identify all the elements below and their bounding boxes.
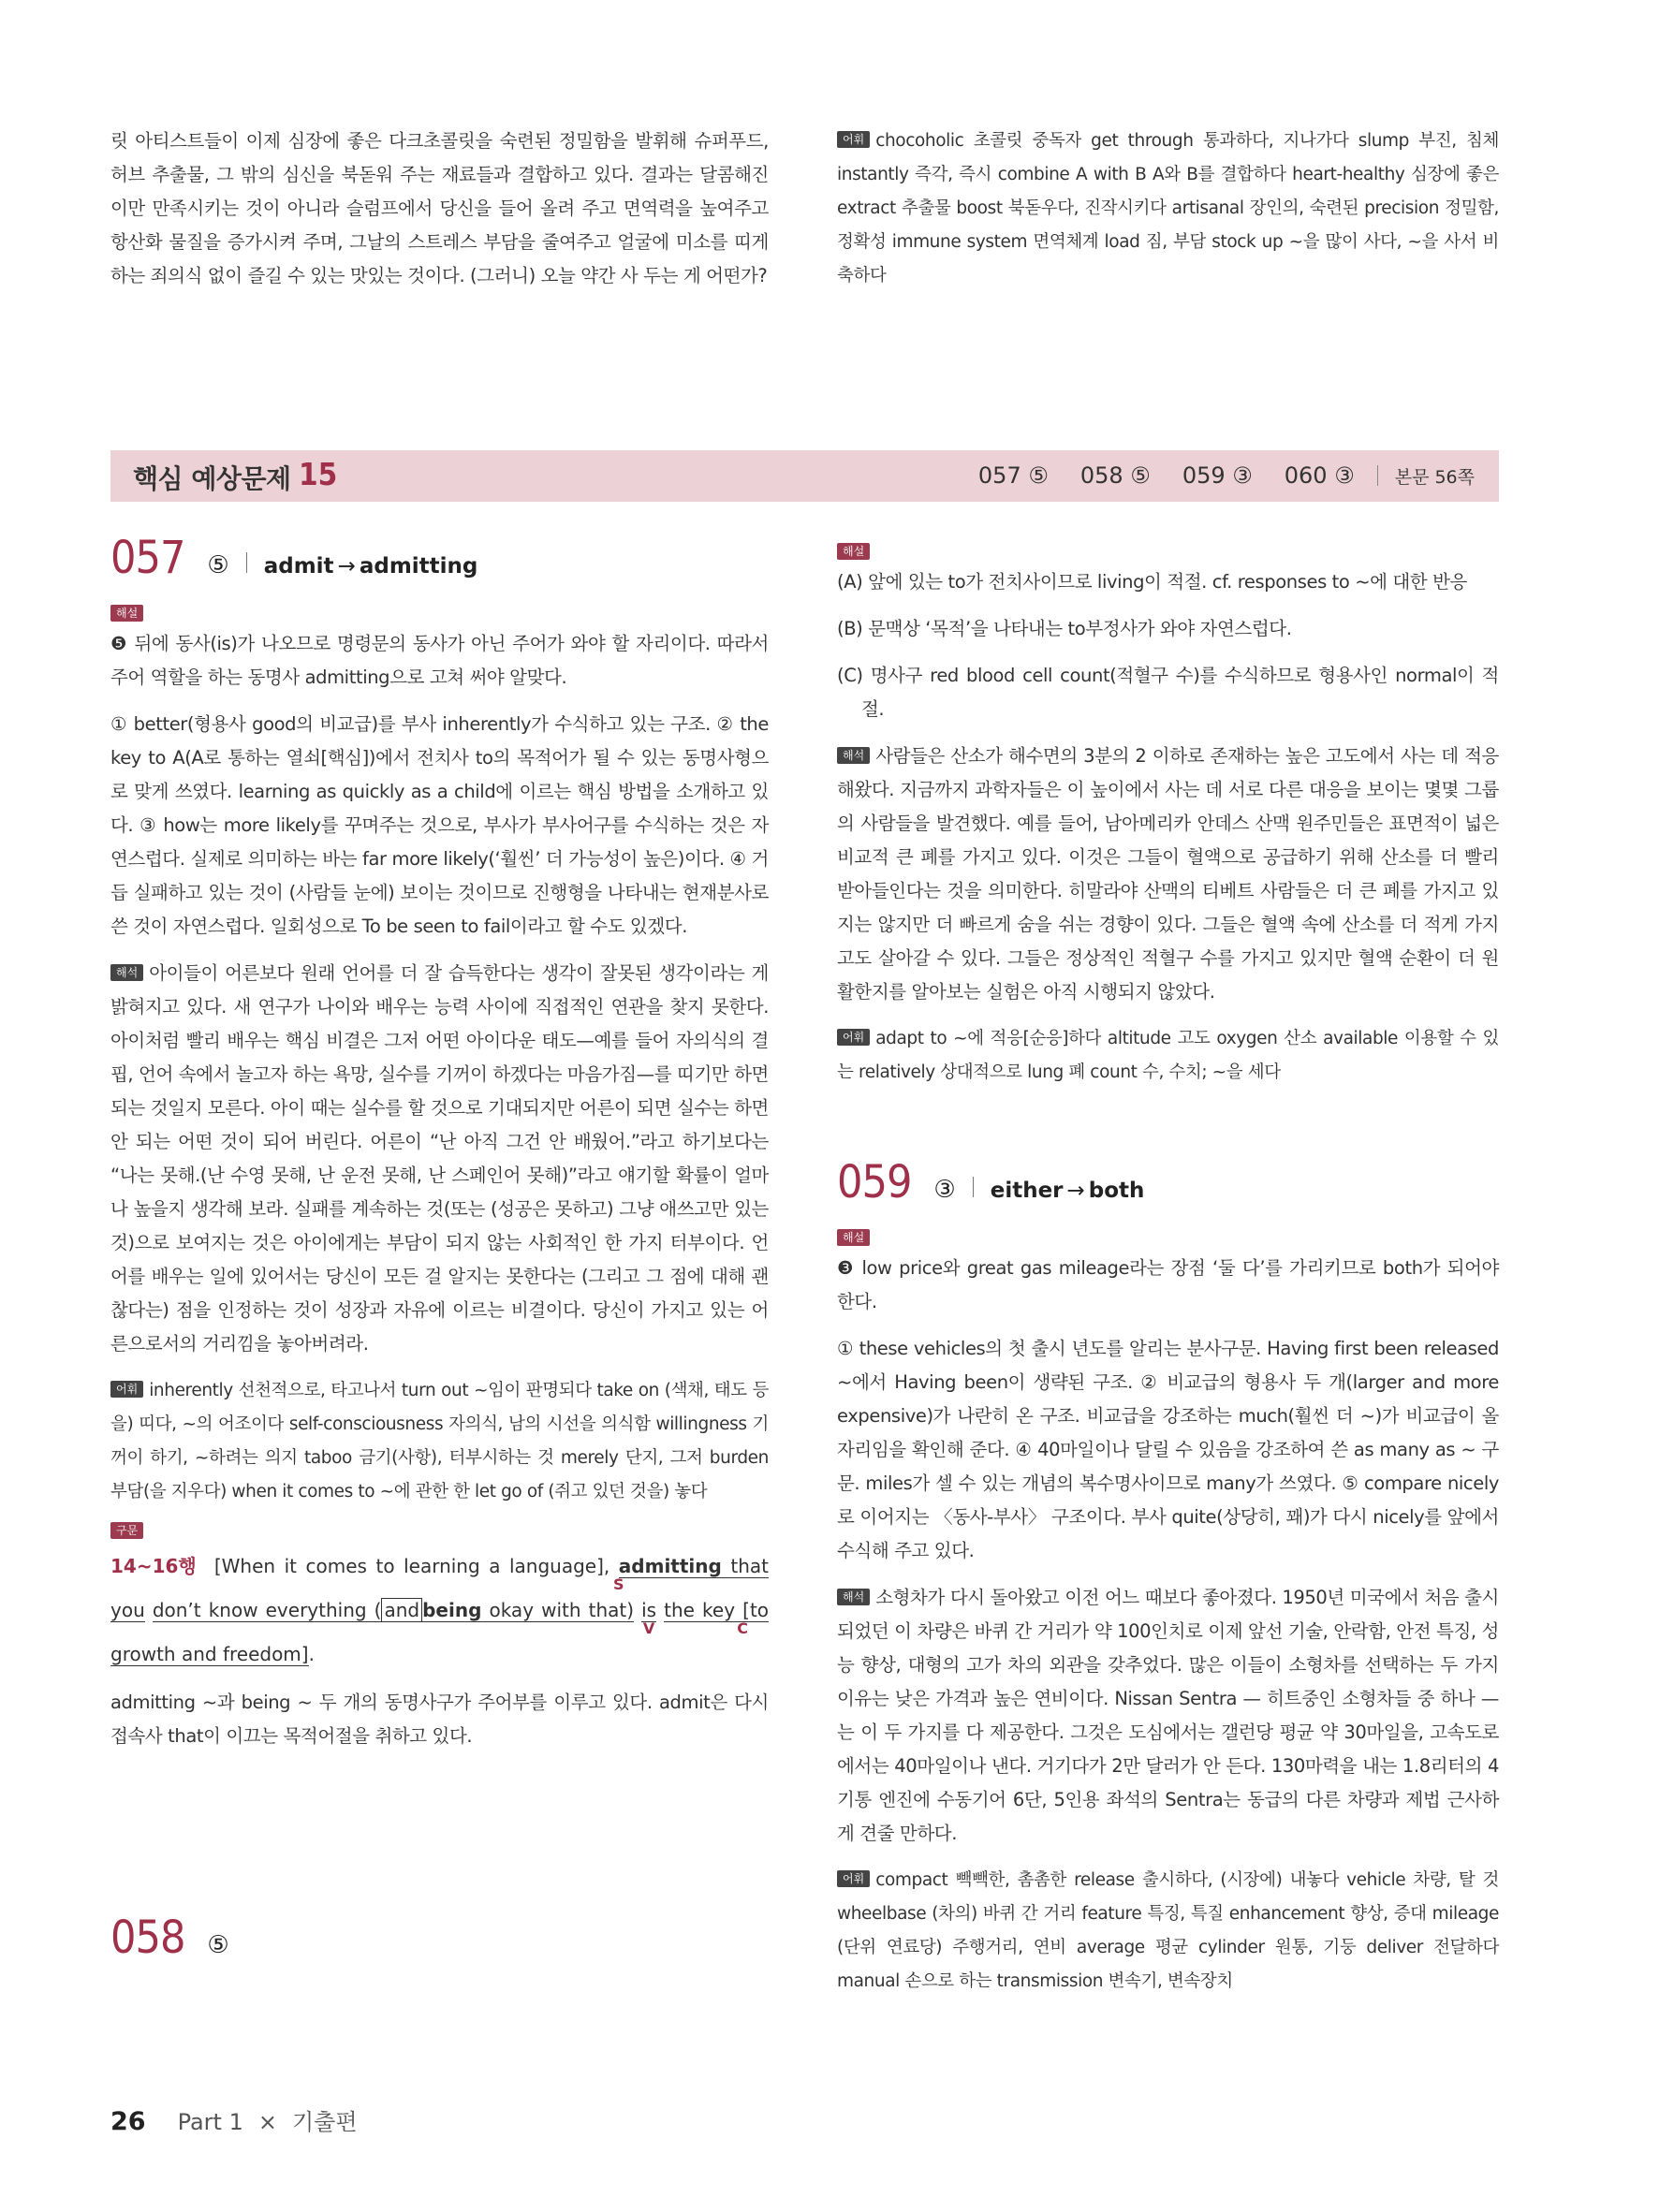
translation-text: 소형차가 다시 돌아왔고 이전 어느 때보다 좋아졌다. 1950년 미국에서 처음 출시되었던 이 차량은 바퀴 간 거리가 약 100인치로 이제 앞선 기술, 안락함, 안전 특징, 성능 향상, 대형의 고가 차의 외관을 갖추었다. 많은 이들이 소형차를 선택하는 두 가지 이유는 낮은 가격과 높은 연비이다. Nissan Sentra — 히트중인 소형차들 중 하나 — 는 이 두 가지를 다 제공한다. 그것은 도심에서는 갤런당 평균 약 30마일을, 고속도로에서는 40마일이나 낸다. 거기다가 2만 달러가 안 든다. 130마력을 내는 1.8리터의 4기통 엔진에 수동기어 6단, 5인용 좌석의 Sentra는 동급의 다른 차량과 제법 근사하게 견줄 만하다. xyxy=(837,1587,1499,1844)
top-left-paragraph: 릿 아티스트들이 이제 심장에 좋은 다크초콜릿을 숙련된 정밀함을 발휘해 슈퍼푸드, 허브 추출물, 그 밖의 심신을 북돋워 주는 재료들과 결합하고 있다. 결과는 달콤해진 이만 만족시키는 것이 아니라 슬럼프에서 당신을 들어 올려 주고 면역력을 높여주고 항산화 물질을 증가시켜 주며, 그날의 스트레스 부담을 줄여주고 얼굴에 미소를 띠게 하는 죄의식 없이 즐길 수 있는 맛있는 것이다. (그러니) 오늘 약간 사 두는 게 어떤가? xyxy=(110,130,769,286)
question-header xyxy=(110,532,769,584)
banner-number: 15 xyxy=(299,456,338,492)
footer-separator: × xyxy=(257,2109,277,2135)
question-header xyxy=(110,1912,769,1964)
vocab-paragraph xyxy=(837,1864,1499,1999)
vocab-tag: 어휘 xyxy=(110,1381,143,1398)
explanation-a: (A) 앞에 있는 to가 전치사이므로 living이 적절. cf. responses to ~에 대한 반응 xyxy=(837,571,1467,593)
question-number: 057 xyxy=(110,532,185,584)
translation-tag: 해석 xyxy=(837,747,870,764)
arrow-icon: → xyxy=(1066,1179,1085,1203)
explanation-tag: 해설 xyxy=(110,605,143,622)
banner-title: 핵심 예상문제 xyxy=(133,463,291,494)
explanation-p1: ❸ low price와 great gas mileage라는 장점 ‘둘 다’를 가리키므로 both가 되어야 한다. xyxy=(837,1257,1499,1312)
footer-section: 기출편 xyxy=(291,2109,358,2135)
footer-part: Part 1 xyxy=(177,2109,243,2135)
structure-text: the key xyxy=(664,1599,736,1621)
vocab-tag: 어휘 xyxy=(837,131,870,148)
translation-tag: 해석 xyxy=(110,964,143,981)
translation-tag: 해석 xyxy=(837,1589,870,1605)
vocab-tag: 어휘 xyxy=(837,1870,870,1887)
explanation-b: (B) 문맥상 ‘목적’을 나타내는 to부정사가 와야 자연스럽다. xyxy=(837,618,1292,639)
vocab-paragraph xyxy=(837,125,1499,293)
vocab-text: adapt to ~에 적응[순응]하다 altitude 고도 oxygen 산소 available 이용할 수 있는 relatively 상대적으로 lung 폐 count 수, 수치; ~을 세다 xyxy=(837,1029,1499,1082)
answer-key-item: 058 ⑤ xyxy=(1079,462,1151,489)
explanation-p2: ① these vehicles의 첫 출시 년도를 알리는 분사구문. Having first been released ~에서 Having been이 생략된 구조. ② 비교급의 형용사 두 개(larger and more expensive)가 나란히 온 구조. 비교급을 강조하는 much(훨씬 더 ~)가 비교급이 올 자리임을 확인해 준다. ④ 40마일이나 달릴 수 있음을 강조하여 쓴 as many as ~ 구문. miles가 셀 수 있는 개념의 복수명사이므로 many가 쓰였다. ⑤ compare nicely로 이어지는 〈동사-부사〉 구조이다. 부사 quite(상당히, 꽤)가 다시 nicely를 앞에서 수식해 주고 있다. xyxy=(837,1338,1499,1561)
structure-text: [to growth xyxy=(110,1599,770,1665)
question-058-body xyxy=(837,543,1499,1090)
answer-key-item: 060 ③ xyxy=(1284,462,1355,489)
structure-text: . xyxy=(308,1643,315,1665)
question-057 xyxy=(110,532,769,1753)
vocab-tag: 어휘 xyxy=(837,1029,870,1046)
correction-from: admit xyxy=(263,554,334,579)
answer-key-item: 057 ⑤ xyxy=(977,462,1049,489)
structure-conjunction: and xyxy=(381,1598,422,1622)
answer-key xyxy=(947,462,1475,489)
page-reference: 본문 56쪽 xyxy=(1394,466,1475,488)
structure-text: admitting xyxy=(618,1555,722,1577)
vocab-text: inherently 선천적으로, 타고나서 turn out ~임이 판명되다 take on (색채, 태도 등을) 띠다, ~의 어조이다 self-consciousness 자의식, 남의 시선을 의식함 willingness 기꺼이 하기, ~하려는 의지 taboo 금기(사항), 터부시하는 것 merely 단지, 그저 burden 부담(을 지우다) when it comes to ~에 관한 한 let go of (쥐고 있던 것을) 놓다 xyxy=(110,1381,769,1502)
correction-to: admitting xyxy=(359,554,478,579)
question-number: 058 xyxy=(110,1912,185,1964)
divider xyxy=(1377,465,1378,486)
arrow-icon: → xyxy=(337,554,356,579)
question-059 xyxy=(837,1156,1499,1999)
vocab-text: compact 빽빽한, 촘촘한 release 출시하다, (시장에) 내놓다 vehicle 차량, 탈 것 wheelbase (차의) 바퀴 간 거리 feature 특징, 특질 enhancement 향상, 증대 mileage (단위 연료당) 주행거리, 연비 average 평균 cylinder 원통, 기둥 deliver 전달하다 manual 손으로 하는 transmission 변속기, 변속장치 xyxy=(837,1870,1499,1991)
vocab-text: chocoholic 초콜릿 중독자 get through 통과하다, 지나가다 slump 부진, 침체 instantly 즉각, 즉시 combine A with B A와 B를 결합하다 heart-healthy 심장에 좋은 extract 추출물 boost 북돋우다, 진작시키다 artisanal 장인의, 숙련된 precision 정밀함, 정확성 immune system 면역체계 load 짐, 부담 stock up ~을 많이 사다, ~을 사서 비축하다 xyxy=(837,131,1499,286)
translation-paragraph xyxy=(837,740,1499,1009)
structure-text: is xyxy=(641,1599,657,1621)
question-058-header xyxy=(110,1912,769,1964)
structure-text: [When it comes to learning a language], xyxy=(213,1555,610,1577)
question-number: 059 xyxy=(837,1156,912,1209)
verb-mark: V xyxy=(642,1619,655,1637)
correction xyxy=(991,1179,1145,1203)
correction-to: both xyxy=(1088,1179,1145,1203)
structure-verb xyxy=(641,1599,657,1637)
question-answer: ③ xyxy=(933,1176,956,1204)
divider xyxy=(246,552,247,573)
explanation-p1: ❺ 뒤에 동사(is)가 나오므로 명령문의 동사가 아닌 주어가 와야 할 자리이다. 따라서 주어 역할을 하는 동명사 admitting으로 고쳐 써야 알맞다. xyxy=(110,633,769,688)
top-left-paragraph-block xyxy=(110,125,769,293)
explanation-tag: 해설 xyxy=(837,543,870,560)
structure-text: don’t know everything ( xyxy=(152,1599,382,1621)
explanation-c: (C) 명사구 red blood cell count(적혈구 수)를 수식하므로 형용사인 normal이 적절. xyxy=(837,665,1499,720)
translation-paragraph xyxy=(110,957,769,1361)
section-banner xyxy=(110,450,1499,502)
structure-note: admitting ~과 being ~ 두 개의 동명사구가 주어부를 이루고 있다. admit은 다시 접속사 that이 이끄는 목적어절을 취하고 있다. xyxy=(110,1692,769,1747)
question-header xyxy=(837,1156,1499,1209)
page-number: 26 xyxy=(110,2107,146,2136)
structure-line-ref: 14~16행 xyxy=(110,1555,197,1577)
correction-from: either xyxy=(990,1179,1064,1203)
question-answer: ⑤ xyxy=(207,1931,229,1959)
divider xyxy=(973,1177,974,1197)
translation-text: 사람들은 산소가 해수면의 3분의 2 이하로 존재하는 높은 고도에서 사는 데 적응해왔다. 지금까지 과학자들은 이 높이에서 사는 데 서로 다른 대응을 보이는 몇몇 그룹의 사람들을 발견했다. 예를 들어, 남아메리카 안데스 산맥 원주민들은 표면적이 넓은 비교적 큰 폐를 가지고 있다. 이것은 그들이 혈액으로 공급하기 위해 산소를 더 빨리 받아들인다는 것을 의미한다. 히말라야 산맥의 티베트 사람들은 더 큰 폐를 가지고 있지는 않지만 더 빠르게 숨을 쉬는 경향이 있다. 그들은 혈액 속에 산소를 더 적게 가지고도 살아갈 수 있다. 그들은 정상적인 적혈구 수를 가지고 있지만 혈액 순환이 더 원활한지를 알아보는 실험은 아직 시행되지 않았다. xyxy=(837,745,1499,1003)
translation-paragraph xyxy=(837,1581,1499,1851)
explanation-tag: 해설 xyxy=(837,1229,870,1246)
structure-text: being xyxy=(422,1599,482,1621)
structure-text: that you xyxy=(110,1555,769,1621)
question-answer: ⑤ xyxy=(207,551,229,579)
translation-text: 아이들이 어른보다 원래 언어를 더 잘 습득한다는 생각이 잘못된 생각이라는 게 밝혀지고 있다. 새 연구가 나이와 배우는 능력 사이에 직접적인 연관을 찾지 못한다. 아이처럼 빨리 배우는 핵심 비결은 그저 어떤 아이다운 태도—예를 들어 자의식의 결핍, 언어 속에서 놀고자 하는 욕망, 실수를 기꺼이 하겠다는 마음가짐—를 띠기만 하면 되는 것일지 모른다. 아이 때는 실수를 할 것으로 기대되지만 어른이 되면 실수는 하면 안 되는 어떤 것이 되어 버린다. 어른이 “난 아직 그건 안 배웠어.”라고 하기보다는 “나는 못해.(난 수영 못해, 난 운전 못해, 난 스페인어 못해)”라고 얘기할 확률이 얼마나 높을지 생각해 보라. 실패를 계속하는 것(또는 (성공은 못하고) 그냥 애쓰고만 있는 것)으로 보여지는 것은 아이에게는 부담이 되지 않는 사회적인 한 가지 터부이다. 언어를 배우는 일에 있어서는 당신이 모든 걸 알지는 못한다는 (그리고 그 점에 대해 괜찮다는) 점을 인정하는 것이 성장과 자유에 이르는 비결이다. 당신이 가지고 있는 어른으로서의 거리낌을 놓아버려라. xyxy=(110,962,769,1355)
answer-key-item: 059 ③ xyxy=(1182,462,1253,489)
structure-text: and freedom] xyxy=(181,1643,309,1665)
page-footer xyxy=(110,2103,358,2136)
structure-tag: 구문 xyxy=(110,1522,143,1539)
correction xyxy=(264,554,478,579)
subject-mark: S xyxy=(613,1575,624,1593)
structure-analysis xyxy=(110,1545,769,1677)
vocab-paragraph xyxy=(110,1374,769,1509)
vocab-paragraph xyxy=(837,1022,1499,1090)
structure-subject-cont xyxy=(153,1599,634,1622)
top-right-vocab-block xyxy=(837,125,1499,293)
explanation-p2: ① better(형용사 good의 비교급)를 부사 inherently가 수식하고 있는 구조. ② the key to A(A로 통하는 열쇠[핵심])에서 전치사 to의 목적어가 될 수 있는 동명사형으로 맞게 쓰였다. learning as quickly as a child에 이르는 핵심 방법을 소개하고 있다. ③ how는 more likely를 꾸며주는 것으로, 부사가 부사어구를 수식하는 것은 자연스럽다. 실제로 의미하는 바는 far more likely(‘훨씬’ 더 가능성이 높은)이다. ④ 거듭 실패하고 있는 것이 (사람들 눈에) 보이는 것이므로 진행형을 나타내는 현재분사로 쓴 것이 자연스럽다. 일회성으로 To be seen to fail이라고 할 수도 있겠다. xyxy=(110,713,769,937)
structure-text: okay with that) xyxy=(489,1599,635,1621)
complement-mark: C xyxy=(737,1619,749,1637)
